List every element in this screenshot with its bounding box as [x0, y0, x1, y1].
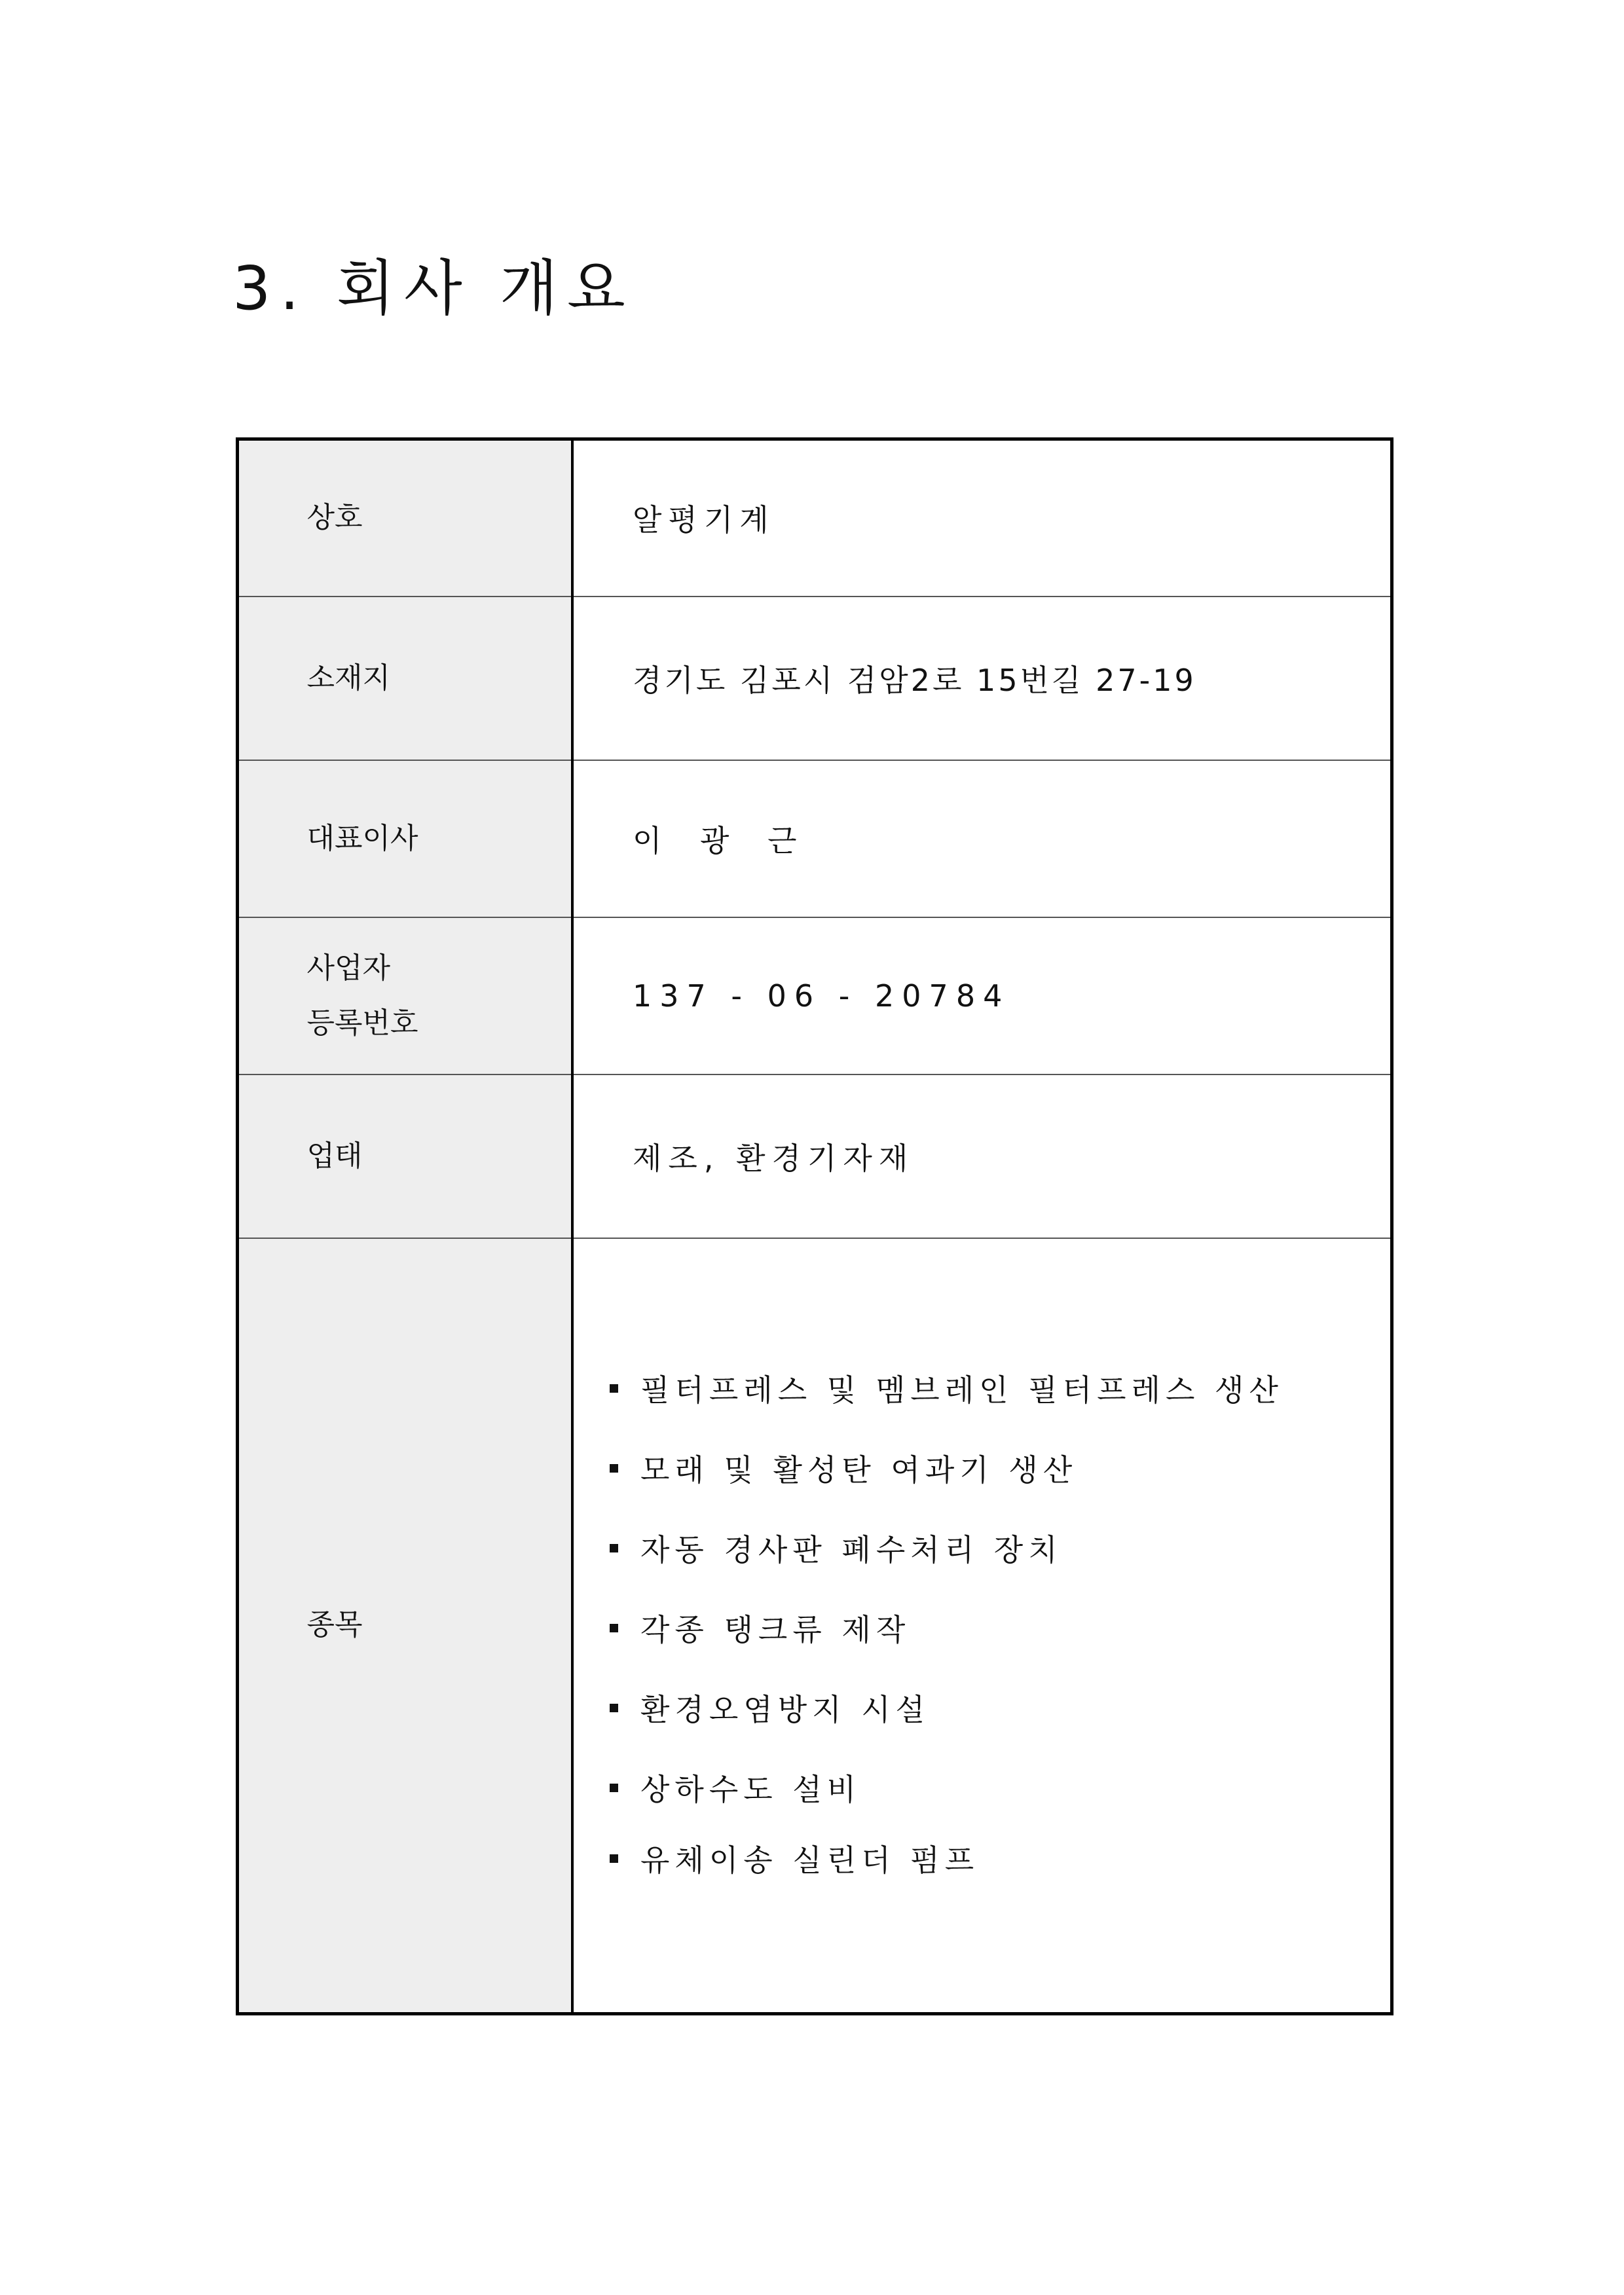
table-row-address [238, 597, 1392, 760]
page-title: 3. 회사 개요 [232, 253, 635, 323]
list-item [610, 1510, 1390, 1590]
square-bullet-icon [610, 1854, 618, 1863]
value-items [572, 1238, 1392, 2014]
label-cell [238, 1074, 573, 1238]
table-row-business-type [238, 1074, 1392, 1238]
list-item-text: 자동 경사판 폐수처리 장치 [640, 1532, 1063, 1568]
list-item-text: 각종 탱크류 제작 [640, 1612, 911, 1648]
label-company-name: 상호 [306, 501, 363, 535]
label-business-type: 업태 [306, 1139, 363, 1173]
value-company-name: 알평기계 [633, 502, 775, 538]
label-cell [238, 1238, 573, 2014]
list-item-text: 상하수도 설비 [640, 1772, 862, 1808]
list-item [610, 1670, 1390, 1750]
square-bullet-icon [610, 1784, 618, 1792]
value-business-reg: 137 - 06 - 20784 [572, 917, 1392, 1074]
value-business-type: 제조, 환경기자재 [572, 1074, 1392, 1238]
list-item-text: 유체이송 실린더 펌프 [640, 1843, 980, 1879]
company-overview-table [236, 437, 1393, 2015]
table-row-business-reg [238, 917, 1392, 1074]
label-ceo: 대표이사 [306, 821, 418, 855]
list-item-text: 환경오염방지 시설 [640, 1692, 931, 1728]
label-cell [238, 439, 573, 597]
label-items: 종목 [306, 1608, 363, 1642]
square-bullet-icon [610, 1384, 618, 1393]
label-cell [238, 917, 573, 1074]
label-business-reg-line2: 등록번호 [306, 1006, 418, 1040]
list-item [610, 1590, 1390, 1670]
list-item-text: 필터프레스 및 멤브레인 필터프레스 생산 [640, 1372, 1283, 1408]
value-ceo: 이 광 근 [572, 760, 1392, 917]
list-item-text: 모래 및 활성탄 여과기 생산 [640, 1452, 1078, 1488]
table-row-ceo [238, 760, 1392, 917]
square-bullet-icon [610, 1464, 618, 1473]
table-row-company-name [238, 439, 1392, 597]
square-bullet-icon [610, 1544, 618, 1552]
list-item [610, 1829, 1390, 1900]
list-item [610, 1750, 1390, 1829]
list-item [610, 1350, 1390, 1430]
square-bullet-icon [610, 1624, 618, 1632]
value-address: 경기도 김포시 검암2로 15번길 27-19 [572, 597, 1392, 760]
label-business-reg-line1: 사업자 [306, 951, 391, 985]
label-cell [238, 597, 573, 760]
table-row-items [238, 1238, 1392, 2014]
label-cell [238, 760, 573, 917]
product-list [574, 1350, 1390, 1900]
list-item [610, 1430, 1390, 1510]
square-bullet-icon [610, 1704, 618, 1712]
label-address: 소재지 [306, 661, 391, 695]
